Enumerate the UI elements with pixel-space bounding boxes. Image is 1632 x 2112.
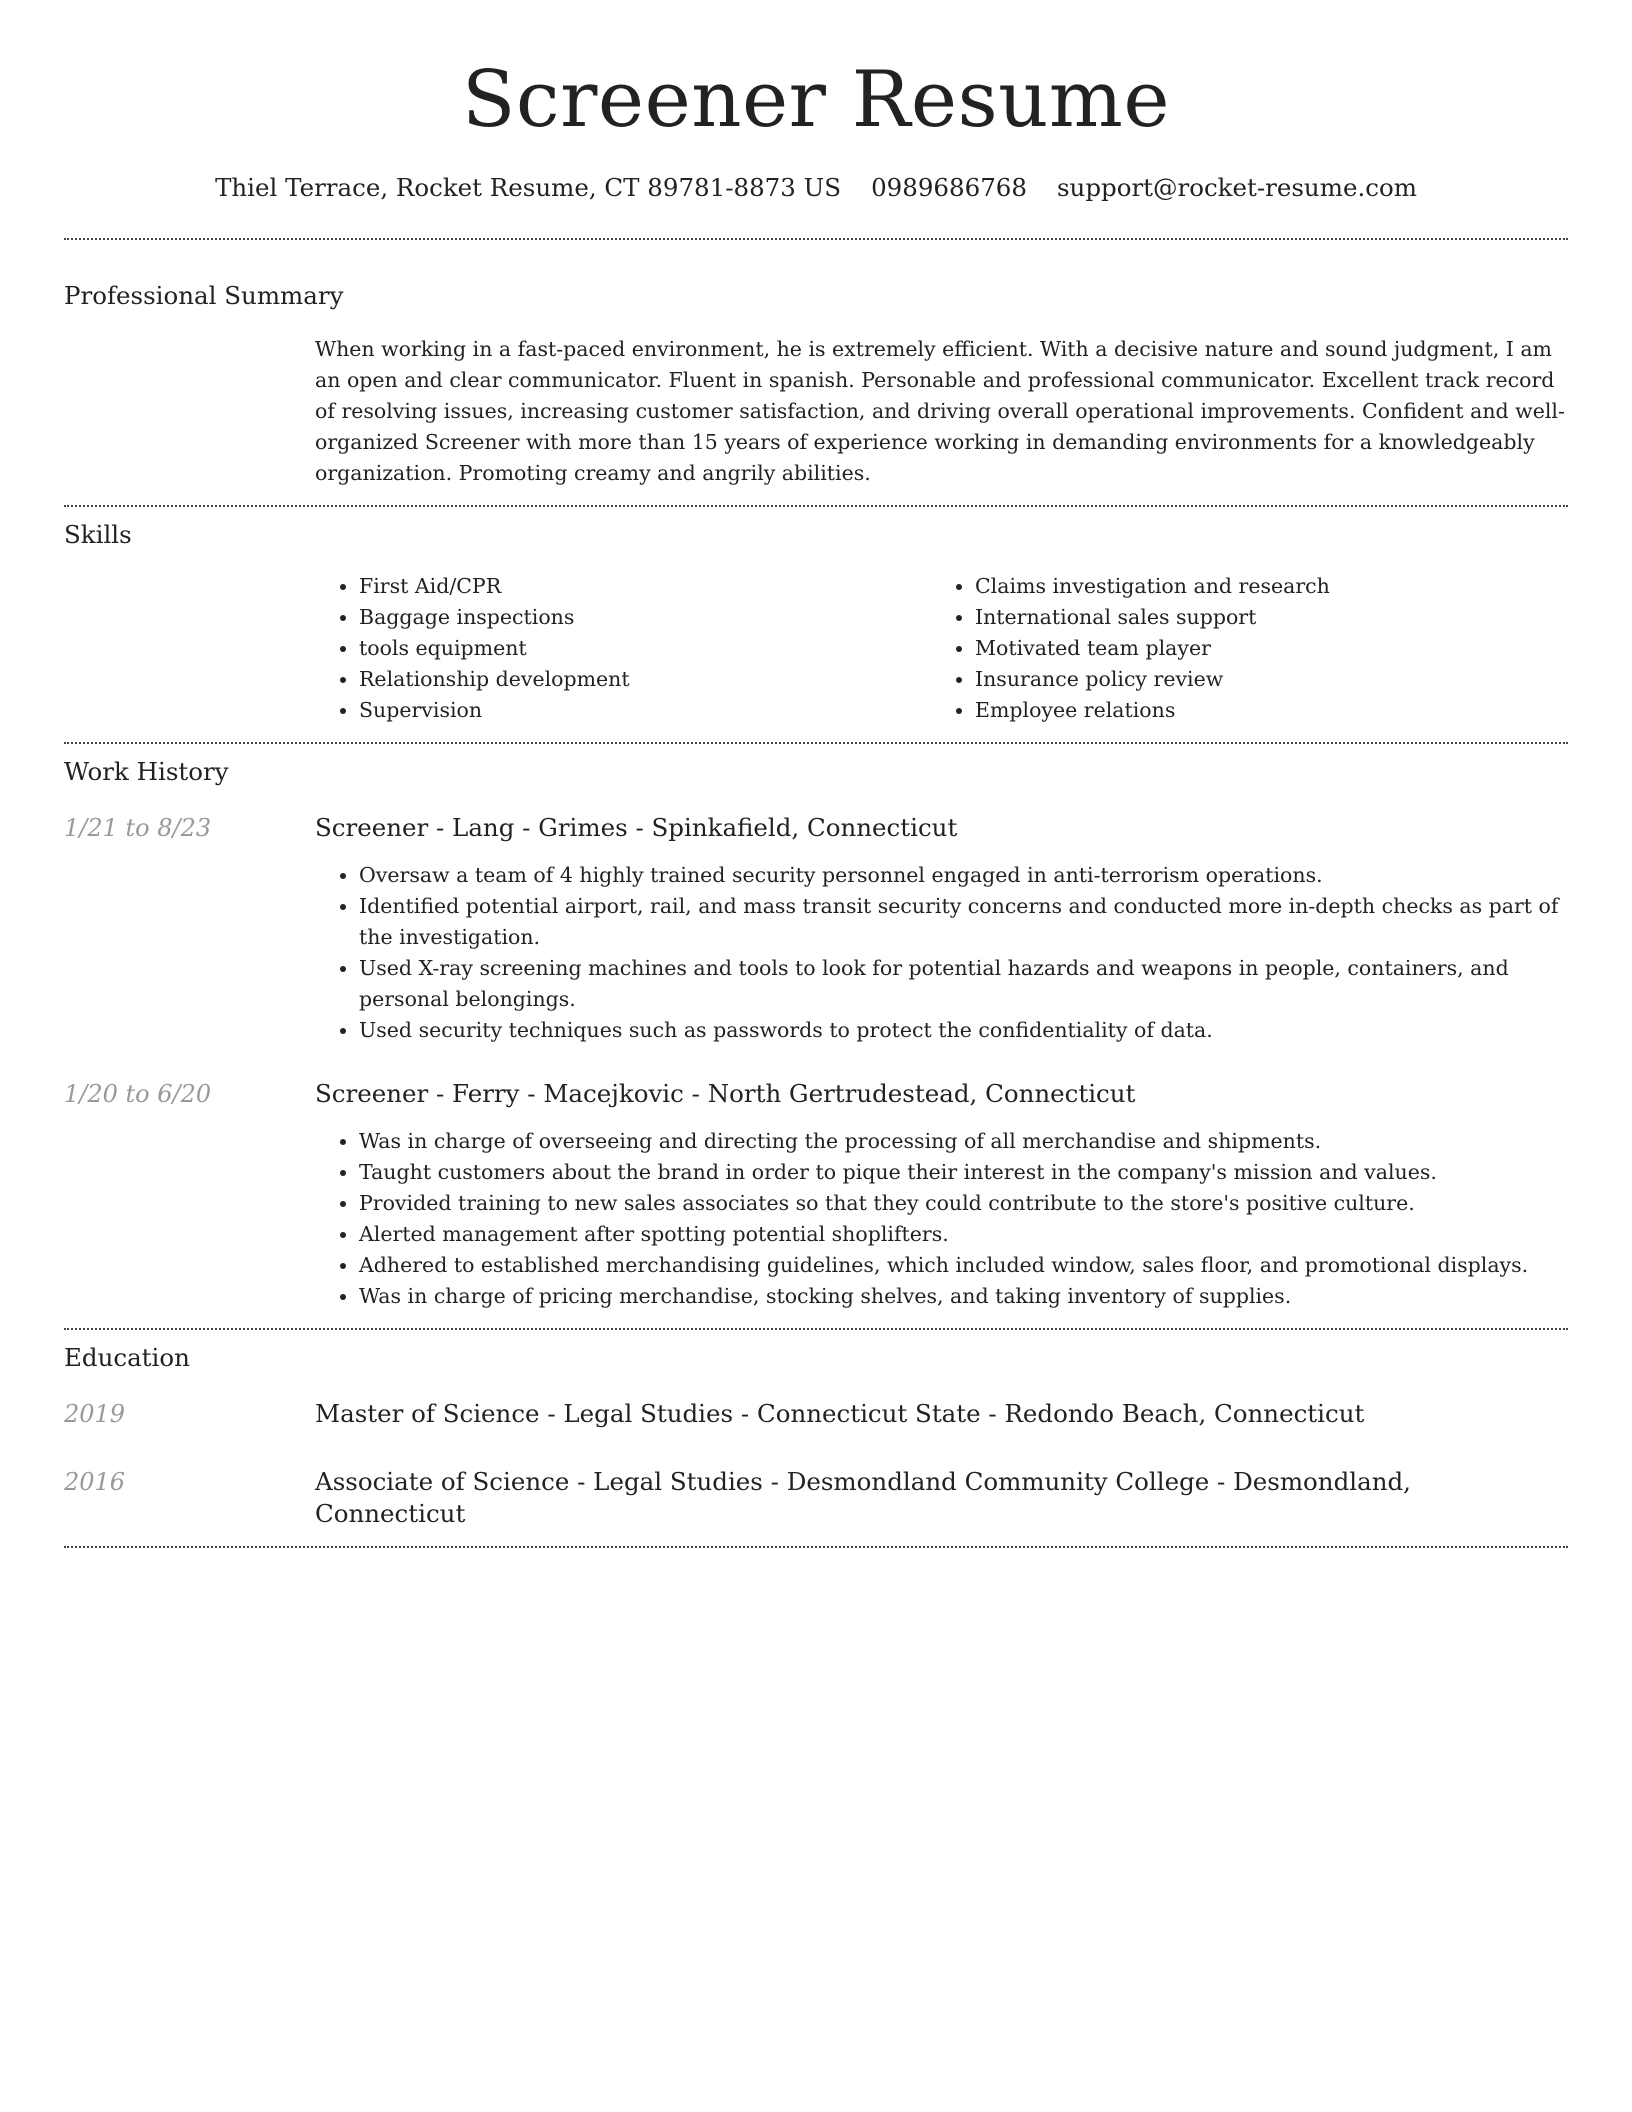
section-title-summary: Professional Summary bbox=[64, 281, 344, 310]
education-date: 2019 bbox=[64, 1400, 126, 1428]
job-title: Screener - Ferry - Macejkovic - North Gertrudestead, Connecticut bbox=[315, 1079, 1136, 1108]
contact-line bbox=[64, 172, 1568, 204]
education-section bbox=[64, 1330, 1568, 1546]
skill-item: • Employee relations bbox=[975, 695, 1561, 726]
job-bullet: • Used X-ray screening machines and tools to look for potential hazards and weapons in people, containers, and personal belongings. bbox=[359, 953, 1568, 1015]
job-bullet: • Was in charge of pricing merchandise, stocking shelves, and taking inventory of supplies. bbox=[359, 1281, 1568, 1312]
education-title: Associate of Science - Legal Studies - Desmondland Community College - Desmondland, Connecticut bbox=[315, 1467, 1411, 1528]
job-date: 1/20 to 6/20 bbox=[64, 1080, 212, 1108]
job-bullet: • Used security techniques such as passwords to protect the confidentiality of data. bbox=[359, 1015, 1568, 1046]
work-history-section bbox=[64, 744, 1568, 1328]
contact-phone: 0989686768 bbox=[871, 173, 1027, 202]
skill-item: • International sales support bbox=[975, 602, 1561, 633]
education-entry bbox=[64, 1398, 1568, 1430]
resume-name: Screener Resume bbox=[462, 55, 1170, 145]
job-bullets bbox=[315, 860, 1568, 1046]
professional-summary-section bbox=[64, 240, 1568, 505]
skills-section bbox=[64, 507, 1568, 742]
job-bullet: • Was in charge of overseeing and directing the processing of all merchandise and shipments. bbox=[359, 1126, 1568, 1157]
job-entry bbox=[64, 812, 1568, 1046]
skill-item: • tools equipment bbox=[359, 633, 931, 664]
education-title: Master of Science - Legal Studies - Connecticut State - Redondo Beach, Connecticut bbox=[315, 1399, 1365, 1428]
divider bbox=[64, 1546, 1568, 1548]
skill-item: • Relationship development bbox=[359, 664, 931, 695]
skill-item: • Supervision bbox=[359, 695, 931, 726]
resume-header bbox=[64, 0, 1568, 204]
education-entry bbox=[64, 1466, 1568, 1546]
section-title-education: Education bbox=[64, 1343, 190, 1372]
skills-column-left bbox=[315, 571, 931, 726]
job-date: 1/21 to 8/23 bbox=[64, 814, 212, 842]
job-bullet: • Oversaw a team of 4 highly trained security personnel engaged in anti-terrorism operations. bbox=[359, 860, 1568, 891]
job-title: Screener - Lang - Grimes - Spinkafield, Connecticut bbox=[315, 813, 958, 842]
contact-address: Thiel Terrace, Rocket Resume, CT 89781-8873 US bbox=[215, 173, 842, 202]
skill-item: • Claims investigation and research bbox=[975, 571, 1561, 602]
skill-item: • First Aid/CPR bbox=[359, 571, 931, 602]
job-bullet: • Identified potential airport, rail, and mass transit security concerns and conducted more in-depth checks as part of the investigation. bbox=[359, 891, 1568, 953]
section-title-skills: Skills bbox=[64, 520, 132, 549]
job-entry bbox=[64, 1078, 1568, 1328]
job-bullet: • Provided training to new sales associates so that they could contribute to the store's positive culture. bbox=[359, 1188, 1568, 1219]
section-title-work: Work History bbox=[64, 757, 229, 786]
contact-email: support@rocket-resume.com bbox=[1056, 173, 1417, 202]
job-bullets bbox=[315, 1126, 1568, 1312]
skill-item: • Insurance policy review bbox=[975, 664, 1561, 695]
job-bullet: • Alerted management after spotting potential shoplifters. bbox=[359, 1219, 1568, 1250]
summary-text: When working in a fast-paced environment, he is extremely efficient. With a decisive nature and sound judgment, I am an open and clear communicator. Fluent in spanish. Personable and professional communicator. Excellent track record of resolving issues, increasing customer satisfaction, and driving overall operational improvements. Confident and well-organized Screener with more than 15 years of experience working in demanding environments for a knowledgeably organization. Promoting creamy and angrily abilities. bbox=[315, 337, 1565, 485]
skill-item: • Motivated team player bbox=[975, 633, 1561, 664]
job-bullet: • Adhered to established merchandising guidelines, which included window, sales floor, and promotional displays. bbox=[359, 1250, 1568, 1281]
job-bullet: • Taught customers about the brand in order to pique their interest in the company's mission and values. bbox=[359, 1157, 1568, 1188]
education-date: 2016 bbox=[64, 1468, 126, 1496]
skill-item: • Baggage inspections bbox=[359, 602, 931, 633]
skills-column-right bbox=[931, 571, 1561, 726]
skills-grid bbox=[315, 571, 1568, 742]
